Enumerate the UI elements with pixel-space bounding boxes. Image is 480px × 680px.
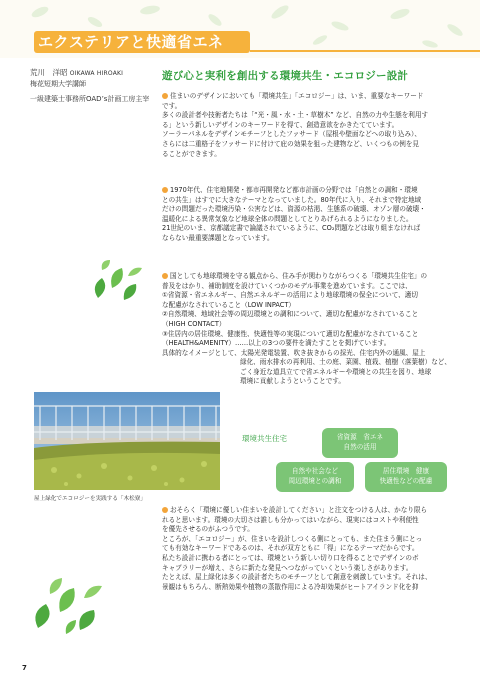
author-affiliation-2: 一級建築士事務所OAD’s計画工房主宰	[30, 95, 150, 103]
article-headline: 遊び心と実利を創出する環境共生・エコロジー設計	[162, 70, 409, 82]
paragraph-1: 住まいのデザインにおいても「環境共生」「エコロジー」は、いま、重要なキーワード です。 多くの設計者や技術者たちは「“光・風・水・土・草樹木” など、自然の力や生態を利用す る」という新しいデザインのキーワードを得て、創造意欲をかきたてています。 ソーラーパネルをデザインモチーフとしたファサード（屋根や壁面などへの取り込み）、 さらには二重格子をファサードに付けて庇の効果を狙った建物など、いくつもの例を見 ることができます。	[162, 92, 429, 158]
leaf-cluster-icon	[88, 258, 146, 306]
author-affiliation-1: 梅花短期大学講師	[30, 80, 86, 88]
section-title: エクステリアと快適省エネ	[34, 31, 250, 53]
diagram-label: 環境共生住宅	[242, 434, 287, 443]
bullet-icon	[162, 93, 168, 99]
bullet-icon	[162, 187, 168, 193]
author-name: 荒川 洋昭	[30, 68, 68, 77]
title-rule	[250, 50, 480, 52]
author-name-en: OIKAWA HIROAKI	[69, 70, 124, 77]
leaf-cluster-icon	[30, 572, 106, 636]
rooftop-garden-photo	[34, 392, 220, 490]
author-block	[30, 68, 170, 104]
paragraph-4: おそらく「環境に優しい住まいを設計してください」と注文をつける人は、かなり限ら れると思います。環境の大切さは誰しも分かってはいながら、現実にはコストや利便性 を優先させるのがふつうです。 ところが、「エコロジー」が、住まいを設計しつくる側にとっても、また住まう側にとっ ても有効なキーワードであるのは、それが双方ともに「得」になるテーマだからです。 私たち設計に携わる者にとっては、環境という新しい切り口を得ることでデザインのボ キャブラリーが増え、さらに新たな発見へつながっていくという楽しさがあります。 たとえば、屋上緑化は多くの設計者たちのモチーフとして創意を刺激しています。それは、 景観はもちろん、断熱効果や植物の蒸散作用による冷却効果がヒートアイランド化を抑	[162, 506, 432, 591]
diagram-box-living-environment: 居住環境 健康 快適性などの配慮	[365, 462, 447, 492]
paragraph-3: 国としても地球環境を守る観点から、住み手が関わりながらつくる「環境共生住宅」の 普及をはかり、補助制度を設けていくつかのモデル事業を進めています。ここでは、 ①省資源・省エネルギー、自然エネルギーの活用により地球環境の保全について、適切 な配慮がなされていること（LOW INPACT） ②自然環境、地域社会等の周辺環境との調和について、適切な配慮がなされていること （HIGH CONTACT） ③住居内の居住環境、健康性、快適性等の実現について適切な配慮がなされていること （HEALTH&AMENITY）……以上の3つの要件を満たすことを掲げています。 具体的なイメージとして、太陽光発電装置、吹き抜きからの採光、住宅内外の通風、屋上	[162, 272, 428, 357]
diagram-box-resource-saving: 省資源 省エネ 自然の活用	[322, 428, 398, 458]
rooftop-garden-image	[34, 392, 220, 490]
page-number: 7	[22, 664, 27, 672]
photo-caption: 屋上緑化でエコロジーを実践する「木松寮」	[34, 496, 146, 502]
paragraph-3-continued: 緑化、雨水排水の再利用、土の庭、菜園、植栽、植樹（落葉樹）など、 ごく身近な道具立てで省エネルギーや環境との共生を図り、地球 環境に貢献しようということです。	[240, 358, 451, 386]
diagram-box-surroundings: 自然や社会など 周辺環境との調和	[276, 462, 354, 492]
bullet-icon	[162, 273, 168, 279]
paragraph-2: 1970年代、住宅地開発・都市再開発など都市計画の分野では「自然との調和・環境 との共生」はすでに大きなテーマとなっていました。80年代に入り、それまで特定地域 だけの問題だった環境汚染・公害などは、資源の枯渇、生態系の破壊、オゾン層の破壊・ 温暖化による異常気象など地球全体の問題としてとりあげられるようになりました。 21世紀のいま、京都議定書で論議されているように、CO₂問題などは取り組まなければ ならない最重要課題となっています。	[162, 186, 426, 242]
bullet-icon	[162, 507, 168, 513]
